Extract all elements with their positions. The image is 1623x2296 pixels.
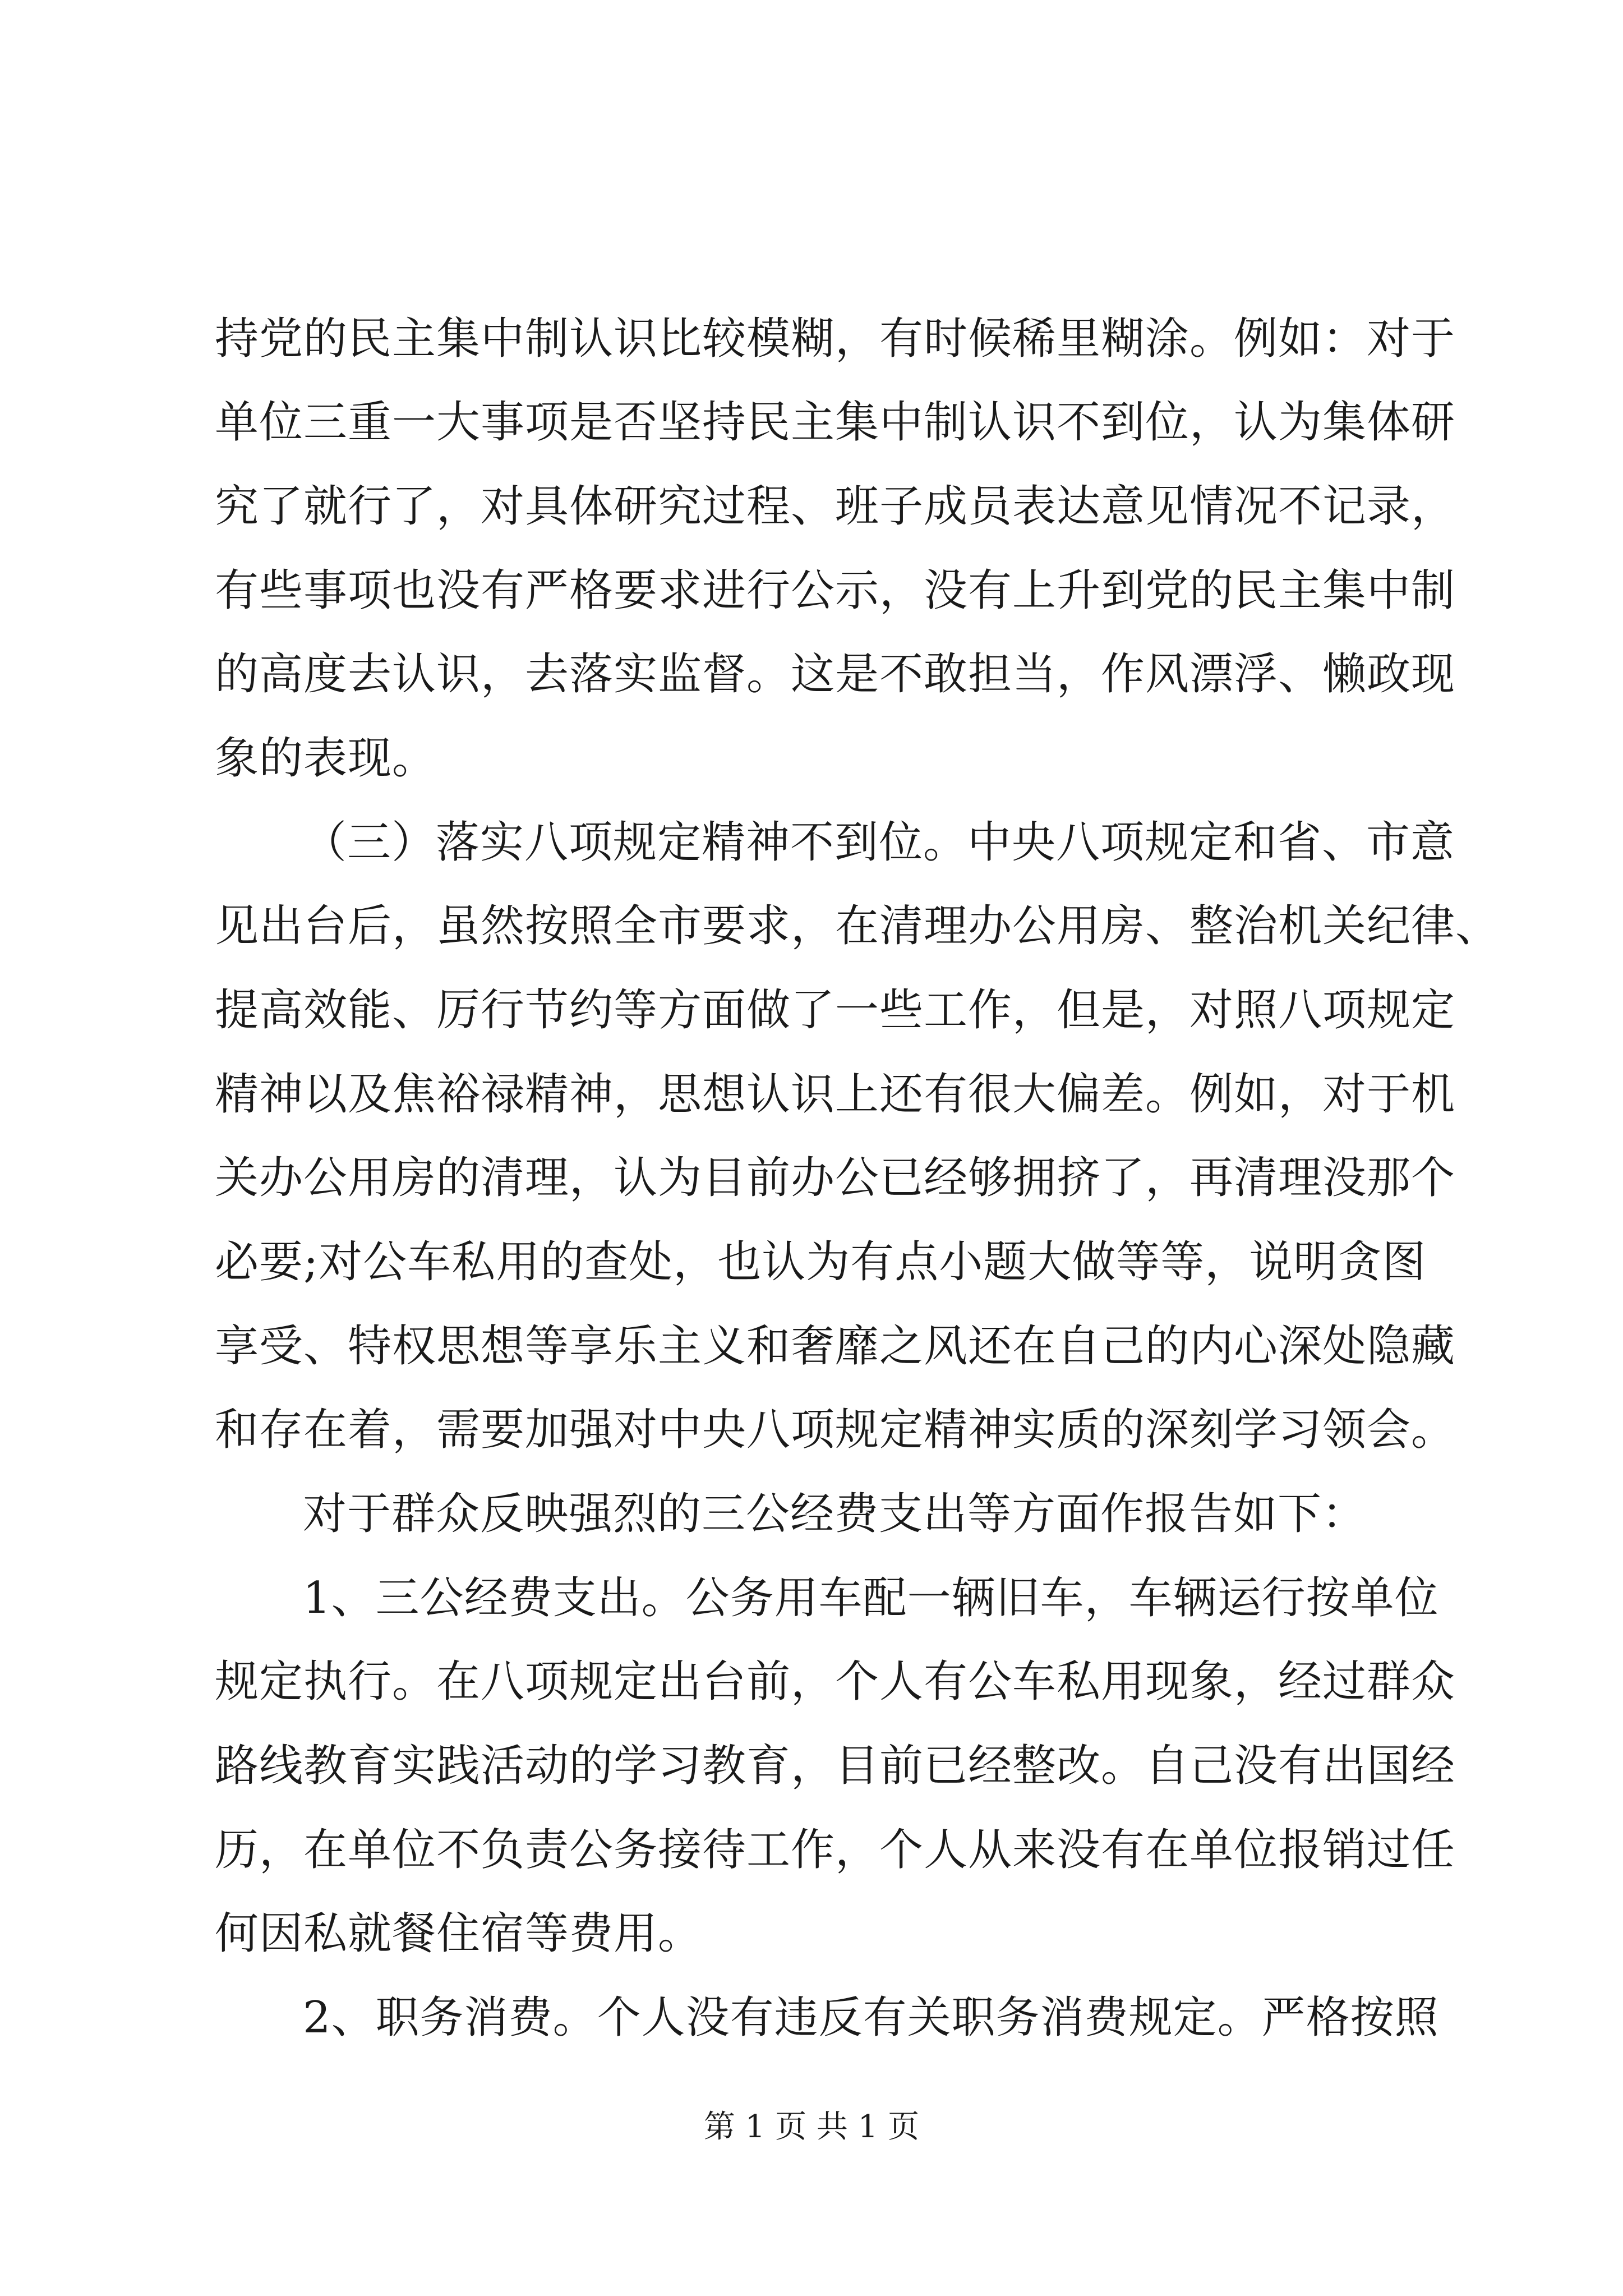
list-item-start-line: 2、职务消费。个人没有违反有关职务消费规定。严格按照 [303,1993,1439,2043]
text-line: 规定执行。在八项规定出台前，个人有公车私用现象，经过群众 [215,1657,1456,1707]
text-line: 精神以及焦裕禄精神，思想认识上还有很大偏差。例如，对于机 [215,1069,1456,1120]
text-line: 必要;对公车私用的查处，也认为有点小题大做等等，说明贪图 [215,1237,1427,1287]
text-line: 见出台后，虽然按照全市要求，在清理办公用房、整治机关纪律、 [215,901,1500,951]
text-line: 有些事项也没有严格要求进行公示，没有上升到党的民主集中制 [215,565,1456,616]
section-heading-line: （三）落实八项规定精神不到位。中央八项规定和省、市意 [303,817,1455,868]
text-line: 路线教育实践活动的学习教育，目前已经整改。自己没有出国经 [215,1741,1456,1791]
text-line: 何因私就餐住宿等费用。 [215,1908,703,1959]
page-number-footer: 第 1 页 共 1 页 [703,2109,920,2145]
text-line: 关办公用房的清理，认为目前办公已经够拥挤了，再清理没那个 [215,1153,1456,1203]
paragraph-start-line: 对于群众反映强烈的三公经费支出等方面作报告如下： [303,1489,1367,1539]
text-line: 提高效能、厉行节约等方面做了一些工作，但是，对照八项规定 [215,985,1456,1036]
text-line: 和存在着，需要加强对中央八项规定精神实质的深刻学习领会。 [215,1405,1456,1455]
text-line: 持党的民主集中制认识比较模糊，有时候稀里糊涂。例如：对于 [215,314,1456,364]
text-line: 的高度去认识，去落实监督。这是不敢担当，作风漂浮、懒政现 [215,649,1456,700]
text-line: 享受、特权思想等享乐主义和奢靡之风还在自己的内心深处隐藏 [215,1321,1456,1372]
text-line: 象的表现。 [215,733,437,784]
text-line: 历，在单位不负责公务接待工作，个人从来没有在单位报销过任 [215,1825,1456,1875]
list-item-start-line: 1、三公经费支出。公务用车配一辆旧车，车辆运行按单位 [303,1573,1439,1623]
text-line: 究了就行了，对具体研究过程、班子成员表达意见情况不记录， [215,481,1456,532]
text-line: 单位三重一大事项是否坚持民主集中制认识不到位，认为集体研 [215,397,1456,448]
